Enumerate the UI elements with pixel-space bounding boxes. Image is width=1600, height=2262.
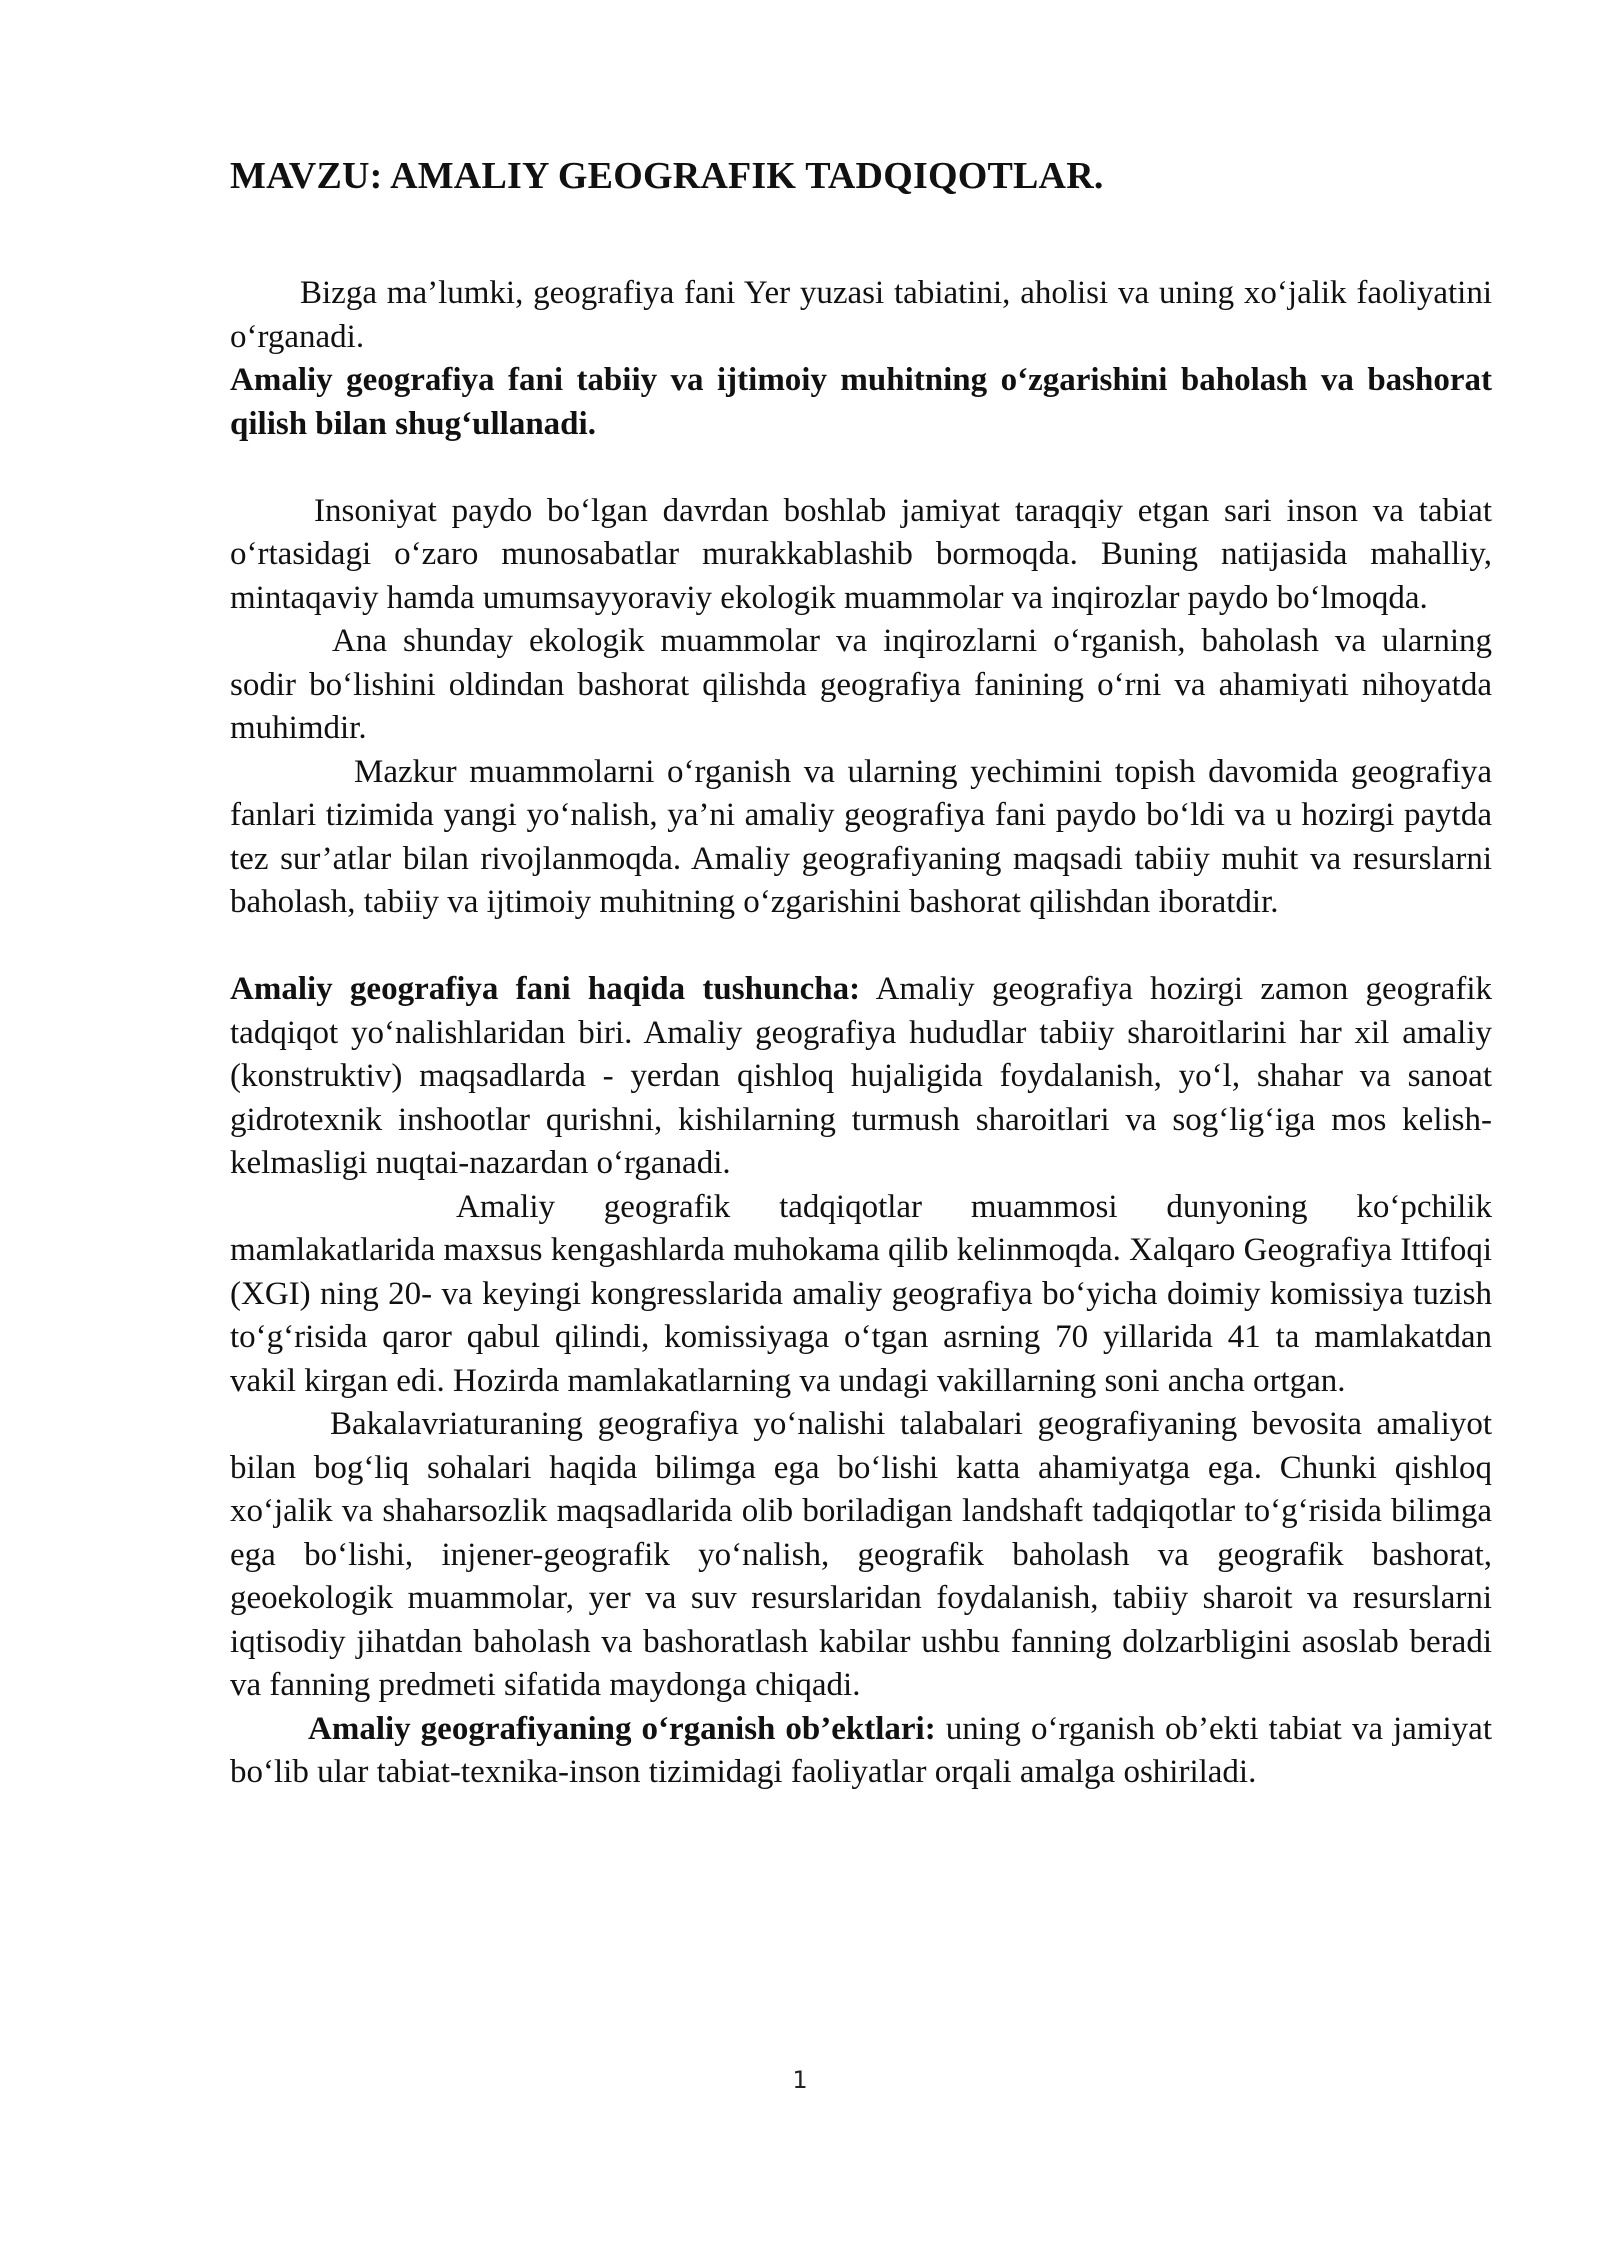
body-paragraph-3: Mazkur muammolarni o‘rganish va ularning yechimini topish davomida geografiya fanlari tizimida yangi yo‘nalish, ya’ni amaliy geografiya fani paydo bo‘ldi va u hozirgi paytda tez sur’atlar bilan rivojlanmoqda. Amaliy geografiyaning maqsadi tabiiy muhit va resurslarni baholash, tabiiy va ijtimoiy muhitning o‘zgarishini bashorat qilishdan iboratdir. (230, 753, 1492, 920)
objects-paragraph (230, 1708, 1492, 1795)
body-paragraph-1: Insoniyat paydo bo‘lgan davrdan boshlab jamiyat taraqqiy etgan sari inson va tabiat o‘rtasidagi o‘zaro munosabatlar murakkablashib bormoqda. Buning natijasida mahalliy, mintaqaviy hamda umumsayyoraviy ekologik muammolar va inqirozlar paydo bo‘lmoqda. (230, 492, 1492, 616)
paragraph-spacer (230, 446, 1492, 490)
body-paragraph-4: Amaliy geografik tadqiqotlar muammosi dunyoning ko‘pchilik mamlakatlarida maxsus kengashlarda muhokama qilib kelinmoqda. Xalqaro Geografiya Ittifoqi (XGI) ning 20- va keyingi kongresslarida amaliy geografiya bo‘yicha doimiy komissiya tuzish to‘g‘risida qaror qabul qilindi, komissiyaga o‘tgan asrning 70 yillarida 41 ta mamlakatdan vakil kirgan edi. Hozirda mamlakatlarning va undagi vakillarning soni ancha ortgan. (230, 1188, 1492, 1399)
body-paragraph-2: Ana shunday ekologik muammolar va inqirozlarni o‘rganish, baholash va ularning sodir bo‘lishini oldindan bashorat qilishda geografiya fanining o‘rni va ahamiyati nihoyatda muhimdir. (230, 623, 1492, 746)
body-paragraph-5: Bakalavriaturaning geografiya yo‘nalishi talabalari geografiyaning bevosita amaliyot bilan bog‘liq sohalari haqida bilimga ega bo‘lishi katta ahamiyatga ega. Chunki qishloq xo‘jalik va shaharsozlik maqsadlarida olib boriladigan landshaft tadqiqotlar to‘g‘risida bilimga ega bo‘lishi, injener-geografik yo‘nalish, geografik baholash va geografik bashorat, geoekologik muammolar, yer va suv resurslaridan foydalanish, tabiiy sharoit va resurslarni iqtisodiy jihatdan baholash va bashoratlash kabilar ushbu fanning dolzarbligini asoslab beradi va fanning predmeti sifatida maydonga chiqadi. (230, 1406, 1492, 1703)
concept-heading: Amaliy geografiya fani haqida tushuncha: (230, 971, 861, 1007)
intro-paragraph: Bizga ma’lumki, geografiya fani Yer yuzasi tabiatini, aholisi va uning xo‘jalik faoliyatini o‘rganadi. (230, 275, 1492, 355)
intro-bold-paragraph: Amaliy geografiya fani tabiiy va ijtimoiy muhitning o‘zgarishini baholash va bashorat qilish bilan shug‘ullanadi. (230, 362, 1492, 442)
page-number: 1 (792, 2066, 808, 2094)
concept-paragraph (230, 968, 1492, 1186)
objects-text: uning o‘rganish ob’ekti tabiat va jamiyat bo‘lib ular tabiat-texnika-inson tizimidagi faoliyatlar orqali amalga oshiriladi. (230, 1710, 1492, 1790)
document-body (230, 272, 1492, 1795)
paragraph-spacer (230, 925, 1492, 969)
objects-heading: Amaliy geografiyaning o‘rganish ob’ektlari: (308, 1710, 936, 1747)
page-title: MAVZU: AMALIY GEOGRAFIK TADQIQOTLAR. (230, 155, 1104, 197)
concept-text: Amaliy geografiya hozirgi zamon geografik tadqiqot yo‘nalishlaridan biri. Amaliy geografiya hududlar tabiiy sharoitlarini har xil amaliy (konstruktiv) maqsadlarda - yerdan qishloq hujaligida foydalanish, yo‘l, shahar va sanoat gidrotexnik inshootlar qurishni, kishilarning turmush sharoitlari va sog‘lig‘iga mos kelish-kelmasligi nuqtai-nazardan o‘rganadi. (230, 971, 1492, 1181)
